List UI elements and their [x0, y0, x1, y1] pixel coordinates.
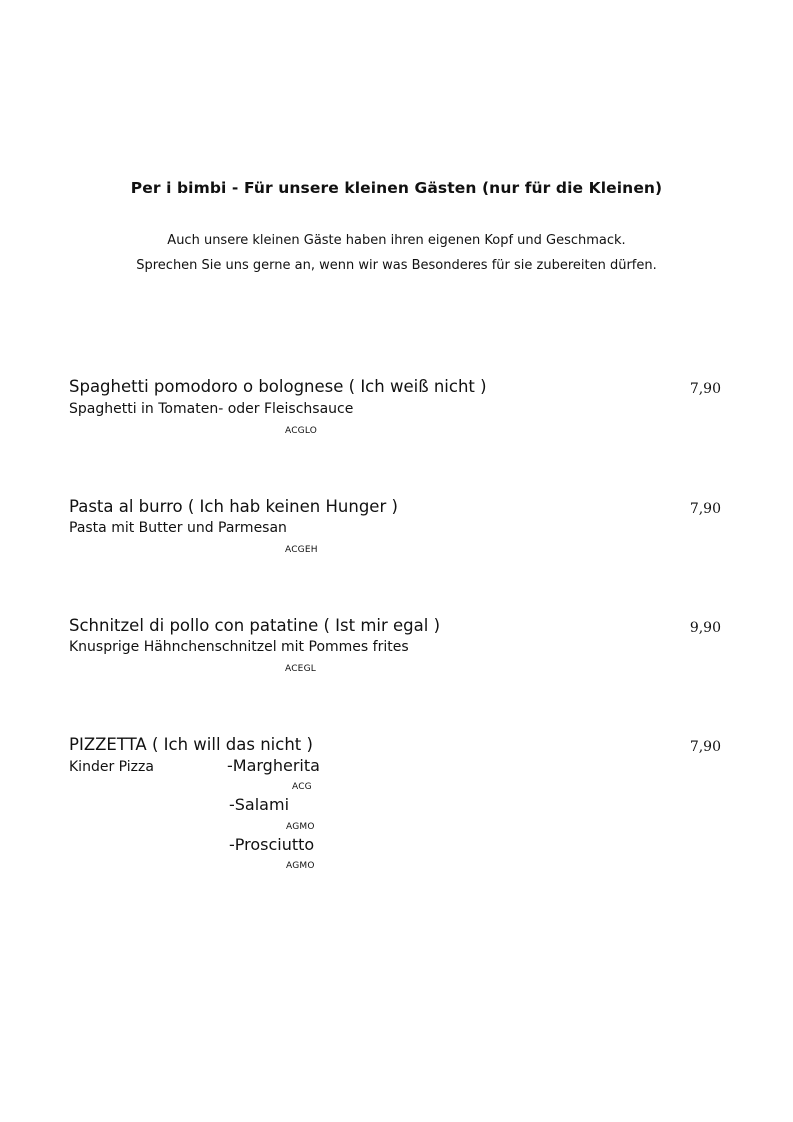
dish-price: 7,90: [689, 381, 721, 397]
intro-line-2: Sprechen Sie uns gerne an, wenn wir was Besonderes für sie zubereiten dürfen.: [136, 258, 657, 273]
variant-name: -Prosciutto: [229, 835, 315, 854]
dish-allergens: ACGLO: [285, 426, 318, 436]
dish-price: 9,90: [689, 620, 721, 636]
dish-name: Schnitzel di pollo con patatine ( Ist mir egal ): [69, 616, 441, 635]
dish-name: Pasta al burro ( Ich hab keinen Hunger ): [69, 497, 398, 516]
variant-allergens: ACG: [292, 782, 312, 792]
dish-description: Spaghetti in Tomaten- oder Fleischsauce: [69, 401, 354, 417]
intro-line-1: Auch unsere kleinen Gäste haben ihren eigenen Kopf und Geschmack.: [167, 233, 626, 248]
dish-name: Spaghetti pomodoro o bolognese ( Ich weiß nicht ): [69, 377, 487, 396]
dish-description: Knusprige Hähnchenschnitzel mit Pommes frites: [69, 639, 409, 655]
variant-allergens: AGMO: [286, 861, 315, 871]
dish-allergens: ACGEH: [285, 545, 318, 555]
dish-allergens: ACEGL: [285, 664, 316, 674]
dish-name: PIZZETTA ( Ich will das nicht ): [69, 735, 313, 754]
dish-price: 7,90: [689, 739, 721, 755]
dish-description: Kinder Pizza: [69, 759, 154, 775]
menu-title: Per i bimbi - Für unsere kleinen Gästen (nur für die Kleinen): [130, 179, 663, 197]
dish-price: 7,90: [689, 501, 721, 517]
dish-description: Pasta mit Butter und Parmesan: [69, 520, 287, 536]
variant-allergens: AGMO: [286, 822, 315, 832]
variant-name: -Margherita: [227, 756, 320, 775]
variant-name: -Salami: [229, 795, 290, 814]
